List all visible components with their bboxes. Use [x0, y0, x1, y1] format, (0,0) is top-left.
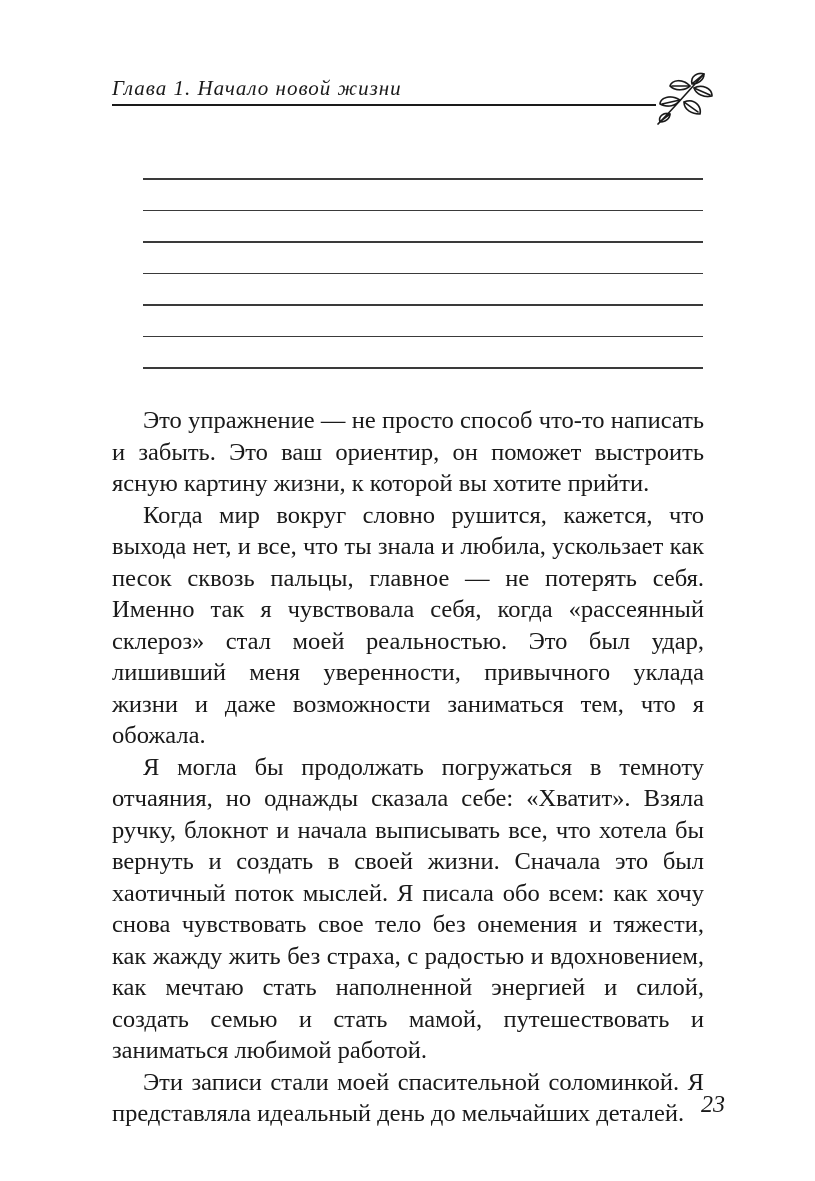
writing-line[interactable]: [143, 367, 703, 369]
writing-line[interactable]: [143, 241, 703, 243]
writing-line[interactable]: [143, 210, 703, 212]
body-text: [112, 405, 704, 1130]
page-number: 23: [701, 1092, 725, 1118]
paragraph-3: Я могла бы продолжать погружаться в темноту отчаяния, но однажды сказала себе: «Хватит». Взяла ручку, блокнот и начала выписывать все, что хотела бы вернуть и создать в своей жизни. Сначала это был хаотичный поток мыслей. Я писала обо всем: как хочу снова чувствовать свое тело без онемения и тяжести, как жажду жить без страха, с радостью и вдохновением, как мечтаю стать наполненной энергией и силой, создать семью и стать мамой, путешествовать и заниматься любимой работой.: [112, 753, 704, 1064]
paragraph-2: Когда мир вокруг словно рушится, кажется, что выхода нет, и все, что ты знала и любила, ускользает как песок сквозь пальцы, главное — не потерять себя. Именно так я чувствовала себя, когда «рассеянный склероз» стал моей реальностью. Это был удар, лишивший меня уверенности, привычного уклада жизни и даже возможности заниматься тем, что я обожала.: [112, 501, 704, 749]
chapter-title: Глава 1. Начало новой жизни: [112, 76, 402, 100]
running-header: [112, 70, 712, 110]
paragraph-4: Эти записи стали моей спасительной соломинкой. Я представляла идеальный день до мельчайших деталей.: [112, 1068, 704, 1127]
writing-line[interactable]: [143, 304, 703, 306]
writing-line[interactable]: [143, 336, 703, 338]
leaf-branch-icon: [652, 66, 716, 130]
writing-lines: [143, 178, 703, 399]
header-rule: [112, 104, 656, 106]
writing-line[interactable]: [143, 178, 703, 180]
paragraph-1: Это упражнение — не просто способ что-то написать и забыть. Это ваш ориентир, он поможет выстроить ясную картину жизни, к которой вы хотите прийти.: [112, 407, 704, 497]
writing-line[interactable]: [143, 273, 703, 275]
